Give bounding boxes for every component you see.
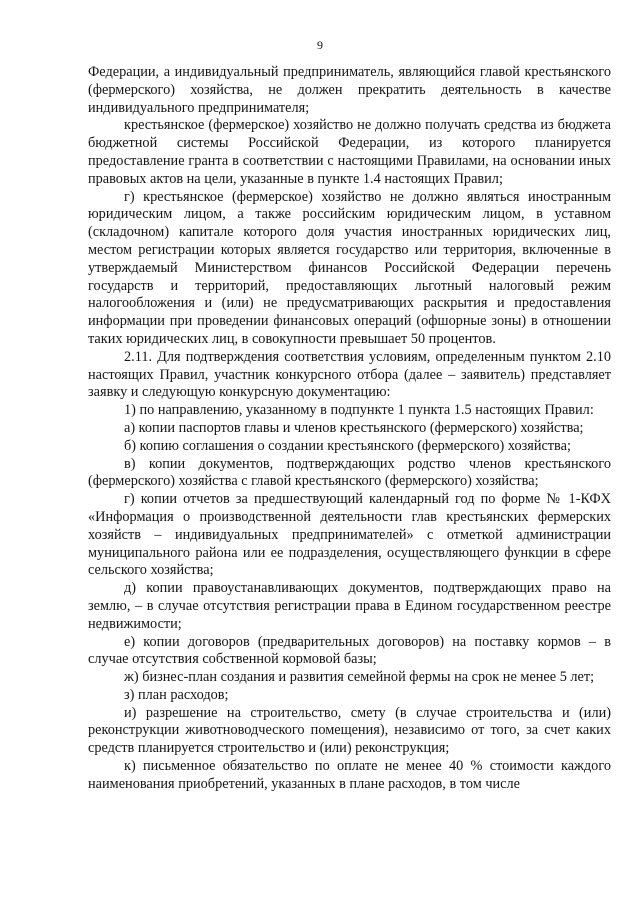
page-number: 9 [317, 38, 323, 52]
paragraph-1: Федерации, а индивидуальный предприниматель, являющийся главой крестьянского (фермерского) хозяйства, не должен прекратить деятельность в качестве индивидуального предпринимателя; [88, 64, 611, 116]
paragraph-15: к) письменное обязательство по оплате не менее 40 % стоимости каждого наименования приобретений, указанных в плане расходов, в том числе [88, 758, 611, 792]
paragraph-13: з) план расходов; [124, 686, 229, 703]
paragraph-9: г) копии отчетов за предшествующий календарный год по форме № 1-КФХ «Информация о производственной деятельности глав крестьянских фермерских хозяйств – индивидуальных предпринимателей» с отметкой администрации муниципального района или ее подразделения, осуществляющего функции в сфере сельского хозяйства; [88, 491, 611, 579]
paragraph-8: в) копии документов, подтверждающих родство членов крестьянского (фермерского) хозяйства с главой крестьянского (фермерского) хозяйства; [88, 455, 611, 490]
paragraph-6: а) копии паспортов главы и членов крестьянского (фермерского) хозяйства; [124, 419, 584, 436]
paragraph-7: б) копию соглашения о создании крестьянского (фермерского) хозяйства; [124, 437, 571, 454]
paragraph-10: д) копии правоустанавливающих документов, подтверждающих право на землю, – в случае отсутствия регистрации права в Едином государственном реестре недвижимости; [88, 580, 611, 632]
paragraph-4: 2.11. Для подтверждения соответствия условиям, определенным пунктом 2.10 настоящих Правил, участник конкурсного отбора (далее – заявитель) представляет заявку и следующую конкурсную документацию: [88, 348, 611, 401]
paragraph-12: ж) бизнес-план создания и развития семейной фермы на срок не менее 5 лет; [124, 669, 595, 686]
document-body [88, 64, 611, 794]
paragraph-2: крестьянское (фермерское) хозяйство не должно получать средства из бюджета бюджетной системы Российской Федерации, из которого планируется предоставление гранта в соответствии с настоящими Правилами, на основании иных правовых актов на цели, указанные в пункте 1.4 настоящих Правил; [88, 117, 611, 187]
paragraph-11: е) копии договоров (предварительных договоров) на поставку кормов – в случае отсутствия собственной кормовой базы; [88, 633, 611, 668]
paragraph-3: г) крестьянское (фермерское) хозяйство не должно являться иностранным юридическим лицом, а также российским юридическим лицом, в уставном (складочном) капитале которого доля участия иностранных юридических лиц, местом регистрации которых является государство или территория, включенные в утверждаемый Министерством финансов Российской Федерации перечень государств и территорий, предоставляющих льготный налоговый режим налогообложения и (или) не предусматривающих раскрытия и предоставления информации при проведении финансовых операций (офшорные зоны) в отношении таких юридических лиц, в совокупности превышает 50 процентов. [88, 188, 611, 347]
paragraph-14: и) разрешение на строительство, смету (в случае строительства и (или) реконструкции животноводческого помещения), независимо от того, за счет каких средств планируется строительство и (или) реконструкция; [88, 704, 611, 757]
paragraph-5: 1) по направлению, указанному в подпункте 1 пункта 1.5 настоящих Правил: [124, 402, 594, 419]
